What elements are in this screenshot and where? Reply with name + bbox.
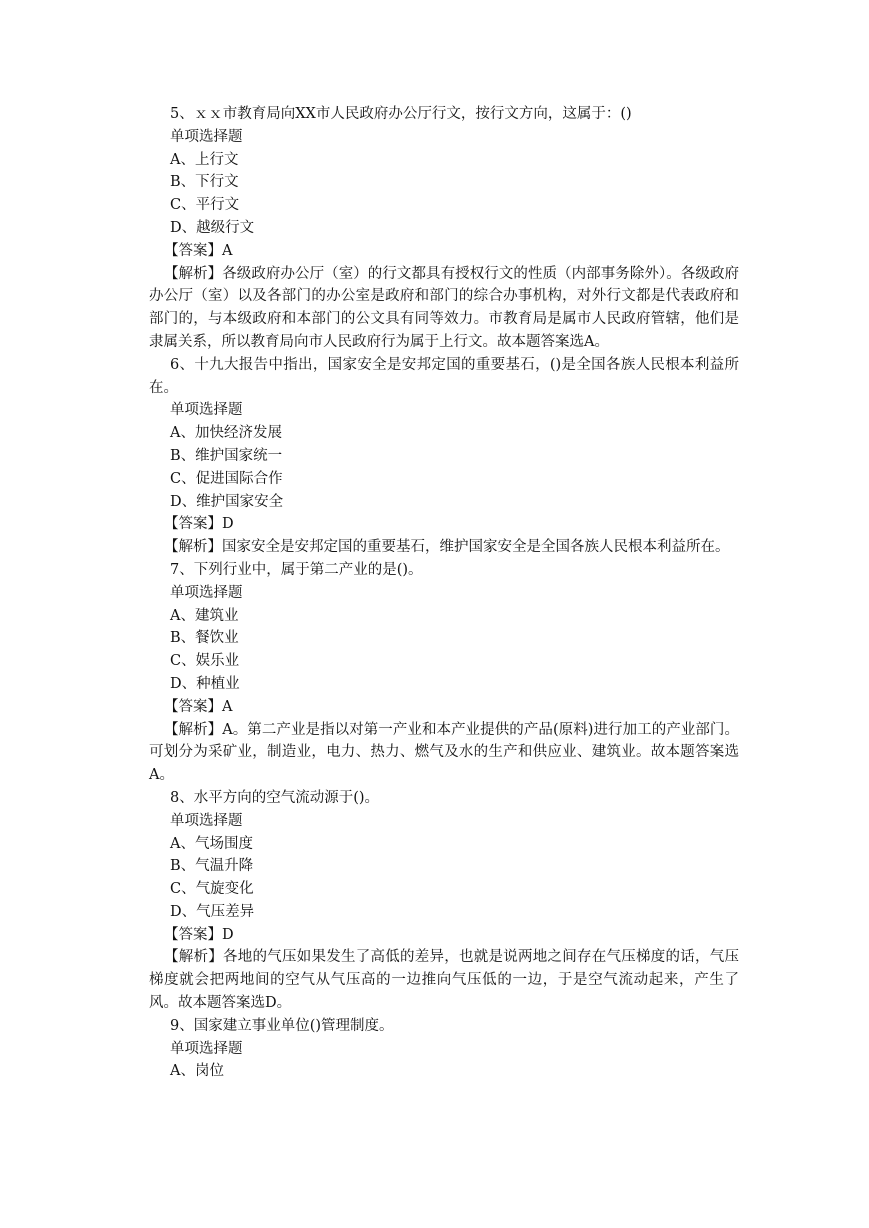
option-d: D、气压差异 — [170, 903, 255, 920]
answer: 【答案】A — [164, 242, 233, 259]
question-type: 单项选择题 — [170, 812, 243, 829]
option-d: D、越级行文 — [170, 219, 255, 236]
question-type: 单项选择题 — [170, 128, 243, 145]
answer: 【答案】D — [164, 516, 234, 533]
option-d: D、种植业 — [170, 675, 240, 692]
option-d: D、维护国家安全 — [170, 493, 284, 510]
option-b: B、餐饮业 — [170, 630, 239, 647]
option-a: A、气场围度 — [170, 835, 253, 852]
option-c: C、气旋变化 — [170, 881, 254, 898]
question-type: 单项选择题 — [170, 1040, 243, 1057]
question-5 — [149, 103, 739, 354]
question-stem: 9、国家建立事业单位()管理制度。 — [170, 1017, 394, 1034]
question-6 — [149, 354, 739, 559]
option-c: C、促进国际合作 — [170, 470, 283, 487]
document-page — [149, 103, 739, 1083]
question-8 — [149, 787, 739, 1015]
analysis: 【解析】国家安全是安邦定国的重要基石，维护国家安全是全国各族人民根本利益所在。 — [164, 539, 730, 556]
option-a: A、上行文 — [170, 151, 239, 168]
answer: 【答案】D — [164, 926, 234, 943]
option-c: C、平行文 — [170, 197, 240, 214]
analysis: 【解析】A。第二产业是指以对第一产业和本产业提供的产品(原料)进行加工的产业部门。可划分为采矿业，制造业，电力、热力、燃气及水的生产和供应业、建筑业。故本题答案选A。 — [149, 721, 739, 784]
option-b: B、维护国家统一 — [170, 447, 283, 464]
question-stem: 8、水平方向的空气流动源于()。 — [170, 789, 380, 806]
option-a: A、岗位 — [170, 1063, 224, 1080]
question-stem: 6、十九大报告中指出，国家安全是安邦定国的重要基石，()是全国各族人民根本利益所在。 — [149, 356, 739, 396]
option-c: C、娱乐业 — [170, 653, 240, 670]
question-stem: 5、ｘｘ市教育局向XX市人民政府办公厅行文，按行文方向，这属于：() — [170, 106, 632, 122]
option-b: B、气温升降 — [170, 858, 254, 875]
question-type: 单项选择题 — [170, 584, 243, 601]
question-9 — [149, 1015, 739, 1083]
analysis: 【解析】各地的气压如果发生了高低的差异，也就是说两地之间存在气压梯度的话，气压梯度就会把两地间的空气从气压高的一边推向气压低的一边，于是空气流动起来，产生了风。故本题答案选D。 — [149, 949, 739, 1012]
analysis: 【解析】各级政府办公厅（室）的行文都具有授权行文的性质（内部事务除外）。各级政府办公厅（室）以及各部门的办公室是政府和部门的综合办事机构，对外行文都是代表政府和部门的，与本级政府和本部门的公文具有同等效力。市教育局是属市人民政府管辖，他们是隶属关系，所以教育局向市人民政府行为属于上行文。故本题答案选A。 — [149, 265, 739, 350]
question-stem: 7、下列行业中，属于第二产业的是()。 — [170, 561, 423, 578]
option-a: A、建筑业 — [170, 607, 239, 624]
option-a: A、加快经济发展 — [170, 425, 282, 442]
answer: 【答案】A — [164, 698, 233, 715]
question-7 — [149, 559, 739, 787]
question-type: 单项选择题 — [170, 402, 243, 419]
option-b: B、下行文 — [170, 174, 239, 191]
